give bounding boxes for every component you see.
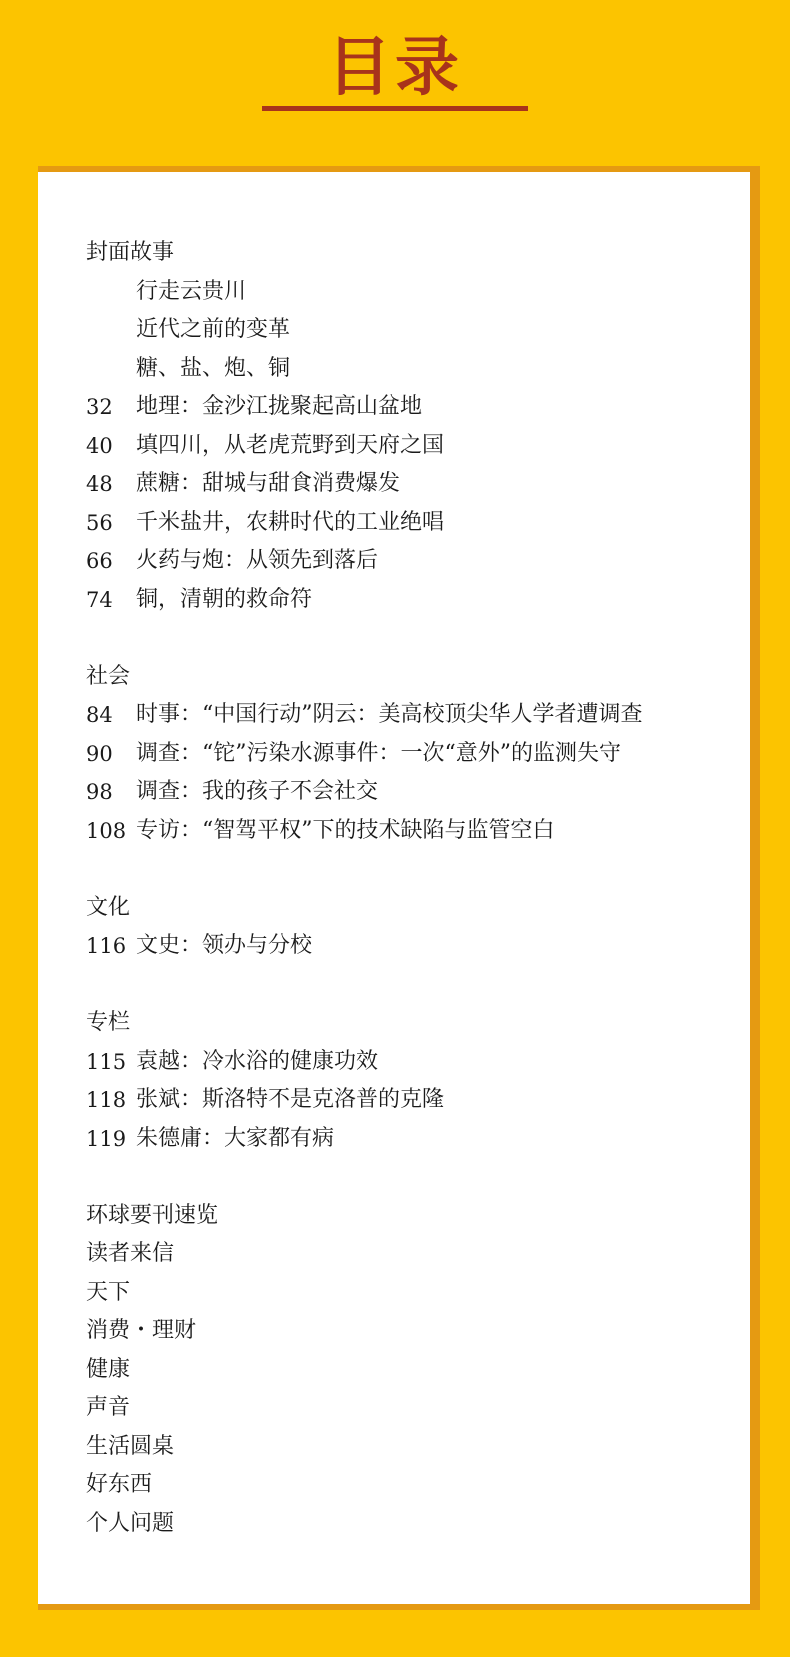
page-number: 56 (86, 510, 113, 535)
regular-section-item[interactable]: 健康 (86, 1356, 131, 1382)
section-title-culture: 文化 (86, 894, 131, 920)
cover-subtitle: 近代之前的变革 (136, 317, 291, 342)
page-number: 98 (86, 780, 113, 804)
toc-entry[interactable] (86, 1120, 746, 1159)
cover-subtitle: 行走云贵川 (136, 278, 247, 304)
page-number: 74 (86, 587, 113, 612)
cover-subtitle: 糖、盐、炮、铜 (136, 355, 291, 381)
page-number: 84 (86, 703, 113, 727)
toc-entry[interactable] (86, 465, 746, 504)
toc-entry[interactable] (86, 388, 746, 427)
toc-entry[interactable] (86, 1081, 746, 1120)
entry-title: 调查：“铊”污染水源事件：一次“意外”的监测失守 (136, 740, 621, 766)
entry-title: 铜，清朝的救命符 (136, 586, 313, 612)
page-number: 48 (86, 472, 113, 496)
entry-title: 时事：“中国行动”阴云：美高校顶尖华人学者遭调查 (136, 702, 643, 727)
toc-entry[interactable] (86, 581, 746, 620)
regular-section-item[interactable]: 生活圆桌 (86, 1433, 175, 1459)
toc-entry[interactable] (86, 735, 746, 774)
table-of-contents (86, 234, 746, 1543)
entry-title: 千米盐井，农耕时代的工业绝唱 (136, 509, 445, 535)
section-gap (86, 850, 746, 889)
toc-card (38, 172, 750, 1604)
page-title: 目录 (327, 31, 463, 105)
toc-entry[interactable] (86, 773, 746, 812)
page-number: 40 (86, 433, 113, 458)
page-number: 116 (86, 934, 127, 958)
regular-section-item[interactable]: 消费・理财 (86, 1318, 197, 1343)
regular-section-item[interactable]: 声音 (86, 1395, 131, 1420)
section-gap (86, 619, 746, 658)
entry-title: 袁越：冷水浴的健康功效 (136, 1048, 379, 1074)
regular-section-item[interactable]: 环球要刊速览 (86, 1202, 219, 1228)
toc-entry[interactable] (86, 427, 746, 466)
page-number: 66 (86, 549, 113, 573)
entry-title: 地理：金沙江拢聚起高山盆地 (136, 394, 423, 419)
page-number: 115 (86, 1049, 127, 1074)
regular-section-item[interactable]: 天下 (86, 1279, 131, 1305)
page-number: 108 (86, 818, 127, 843)
page-number: 32 (86, 395, 113, 419)
toc-entry[interactable] (86, 542, 746, 581)
entry-title: 填四川，从老虎荒野到天府之国 (136, 432, 445, 458)
regular-section-item[interactable]: 读者来信 (86, 1241, 175, 1266)
entry-title: 火药与炮：从领先到落后 (136, 548, 379, 573)
toc-entry[interactable] (86, 927, 746, 966)
section-gap (86, 966, 746, 1005)
toc-entry[interactable] (86, 1043, 746, 1082)
page-number: 118 (86, 1088, 127, 1112)
regular-section-item[interactable]: 个人问题 (86, 1510, 175, 1536)
toc-entry[interactable] (86, 504, 746, 543)
section-title-cover-story: 封面故事 (86, 240, 175, 265)
entry-title: 张斌：斯洛特不是克洛普的克隆 (136, 1087, 445, 1112)
toc-entry[interactable] (86, 696, 746, 735)
regular-section-item[interactable]: 好东西 (86, 1472, 153, 1497)
page-number: 90 (86, 741, 113, 766)
section-title-society: 社会 (86, 663, 131, 689)
toc-entry[interactable] (86, 812, 746, 851)
entry-title: 蔗糖：甜城与甜食消费爆发 (136, 471, 401, 496)
entry-title: 文史：领办与分校 (136, 933, 313, 958)
title-underline (262, 106, 528, 111)
section-gap (86, 1158, 746, 1197)
entry-title: 调查：我的孩子不会社交 (136, 779, 379, 804)
page-number: 119 (86, 1126, 127, 1151)
section-title-columns: 专栏 (86, 1010, 131, 1035)
entry-title: 专访：“智驾平权”下的技术缺陷与监管空白 (136, 817, 555, 843)
entry-title: 朱德庸：大家都有病 (136, 1125, 335, 1151)
